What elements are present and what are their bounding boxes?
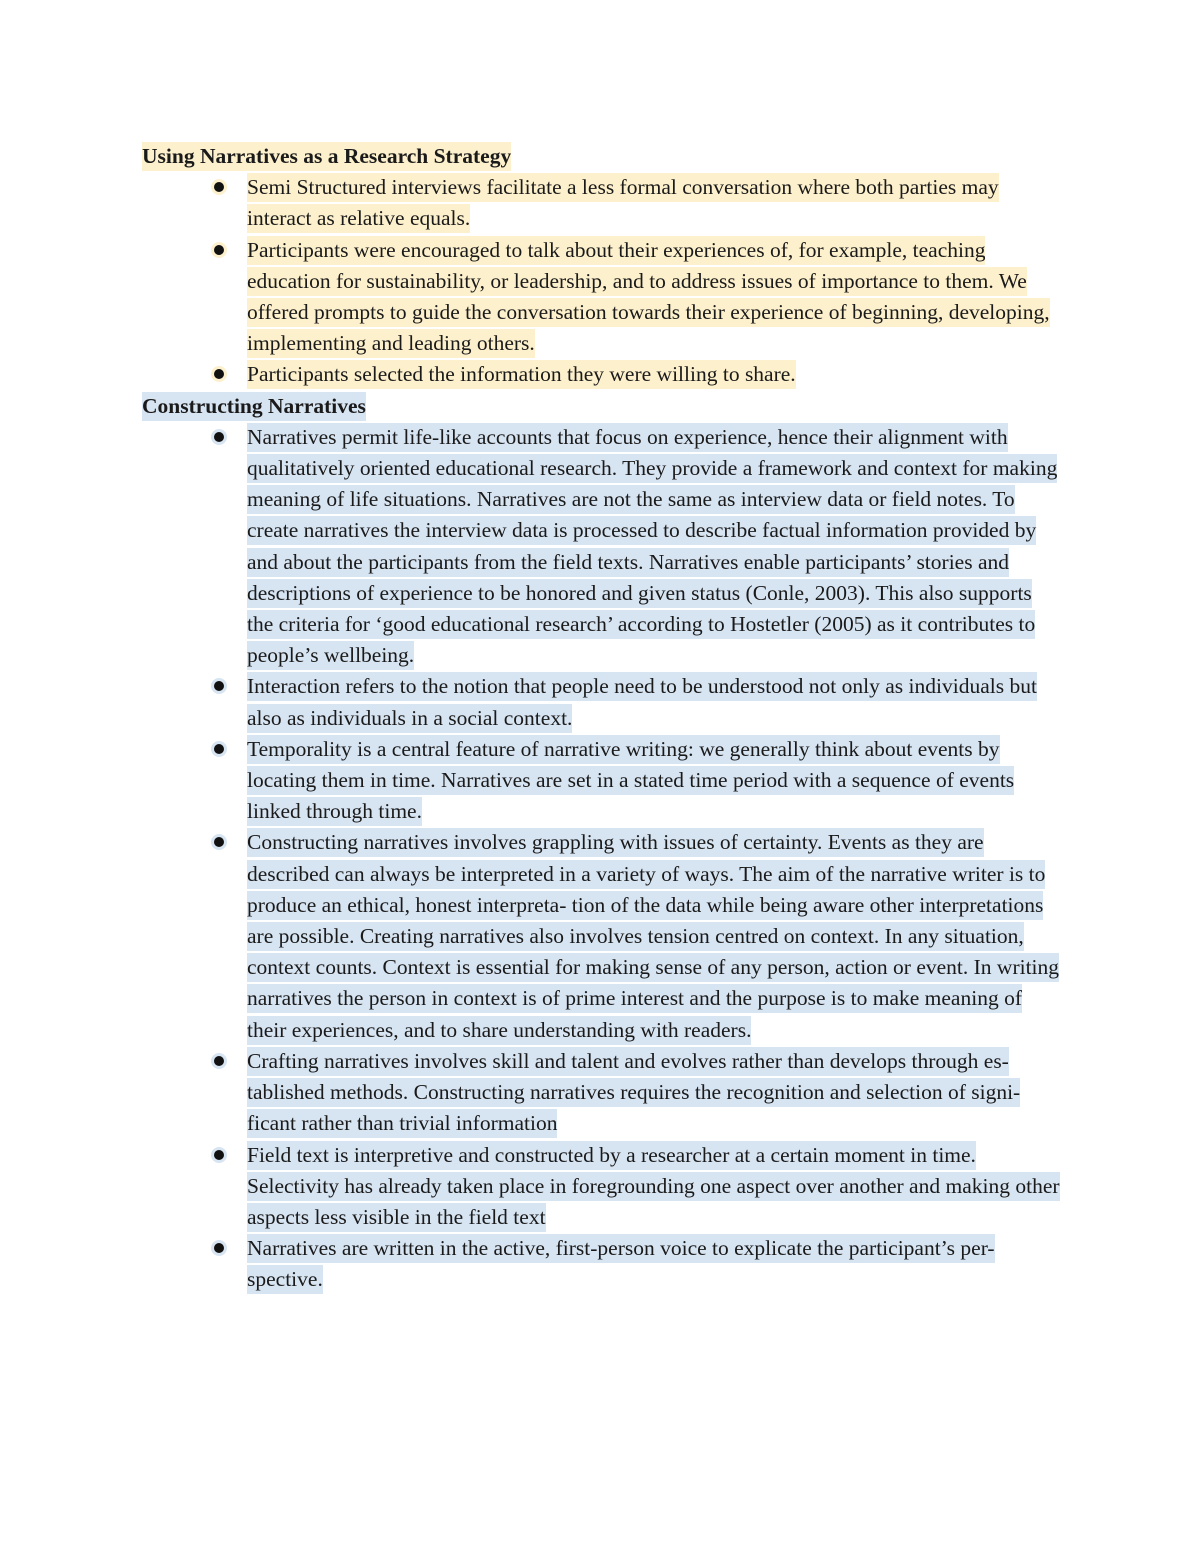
list-item-text: Semi Structured interviews facilitate a less formal conversation where both parties may interact as relative equals. <box>247 173 999 233</box>
bullet-icon <box>214 1243 224 1253</box>
section-constructing-narratives <box>142 391 1072 1296</box>
bullet-icon <box>214 245 224 255</box>
bullet-list <box>142 422 1072 1296</box>
list-item-text: Constructing narratives involves grappling with issues of certainty. Events as they are described can always be interpreted in a variety of ways. The aim of the narrative writer is to produce an ethical, honest interpreta- tion of the data while being aware other interpretations are possible. Creating narratives also involves tension centred on context. In any situation, context counts. Context is essential for making sense of any person, action or event. In writing narratives the person in context is of prime interest and the purpose is to make meaning of their experiences, and to share understanding with readers. <box>247 828 1059 1044</box>
list-item <box>142 1140 1072 1234</box>
bullet-icon <box>214 744 224 754</box>
list-item <box>142 359 1072 390</box>
list-item-text: Temporality is a central feature of narrative writing: we generally think about events by locating them in time. Narratives are set in a stated time period with a sequence of events linked through time. <box>247 735 1014 826</box>
section-heading <box>142 391 1072 422</box>
list-item-text: Field text is interpretive and constructed by a researcher at a certain moment in time. Selectivity has already taken place in foregrounding one aspect over another and making other aspects less visible in the field text <box>247 1141 1060 1232</box>
list-item <box>142 1233 1072 1295</box>
section-heading-text: Constructing Narratives <box>142 392 366 421</box>
list-item <box>142 172 1072 234</box>
bullet-icon <box>214 837 224 847</box>
list-item-text: Participants selected the information they were willing to share. <box>247 360 796 389</box>
list-item <box>142 422 1072 672</box>
list-item-text: Interaction refers to the notion that people need to be understood not only as individuals but also as individuals in a social context. <box>247 672 1037 732</box>
section-heading-text: Using Narratives as a Research Strategy <box>142 142 511 171</box>
list-item <box>142 827 1072 1045</box>
bullet-icon <box>214 432 224 442</box>
list-item <box>142 671 1072 733</box>
list-item <box>142 235 1072 360</box>
bullet-icon <box>214 1056 224 1066</box>
bullet-icon <box>214 182 224 192</box>
list-item-text: Crafting narratives involves skill and talent and evolves rather than develops through es- tablished methods. Constructing narratives requires the recognition and selection of signi- ficant rather than trivial information <box>247 1047 1020 1138</box>
section-research-strategy <box>142 141 1072 391</box>
list-item <box>142 734 1072 828</box>
bullet-icon <box>214 681 224 691</box>
list-item <box>142 1046 1072 1140</box>
bullet-icon <box>214 1150 224 1160</box>
list-item-text: Narratives are written in the active, first-person voice to explicate the participant’s per- spective. <box>247 1234 995 1294</box>
section-heading <box>142 141 1072 172</box>
document-page <box>142 141 1072 1296</box>
bullet-list <box>142 172 1072 390</box>
list-item-text: Participants were encouraged to talk about their experiences of, for example, teaching education for sustainability, or leadership, and to address issues of importance to them. We offered prompts to guide the conversation towards their experience of beginning, developing, implementing and leading others. <box>247 236 1050 359</box>
bullet-icon <box>214 369 224 379</box>
list-item-text: Narratives permit life-like accounts that focus on experience, hence their alignment with qualitatively oriented educational research. They provide a framework and context for making meaning of life situations. Narratives are not the same as interview data or field notes. To create narratives the interview data is processed to describe factual information provided by and about the participants from the field texts. Narratives enable participants’ stories and descriptions of experience to be honored and given status (Conle, 2003). This also supports the criteria for ‘good educational research’ according to Hostetler (2005) as it contributes to people’s wellbeing. <box>247 423 1057 670</box>
